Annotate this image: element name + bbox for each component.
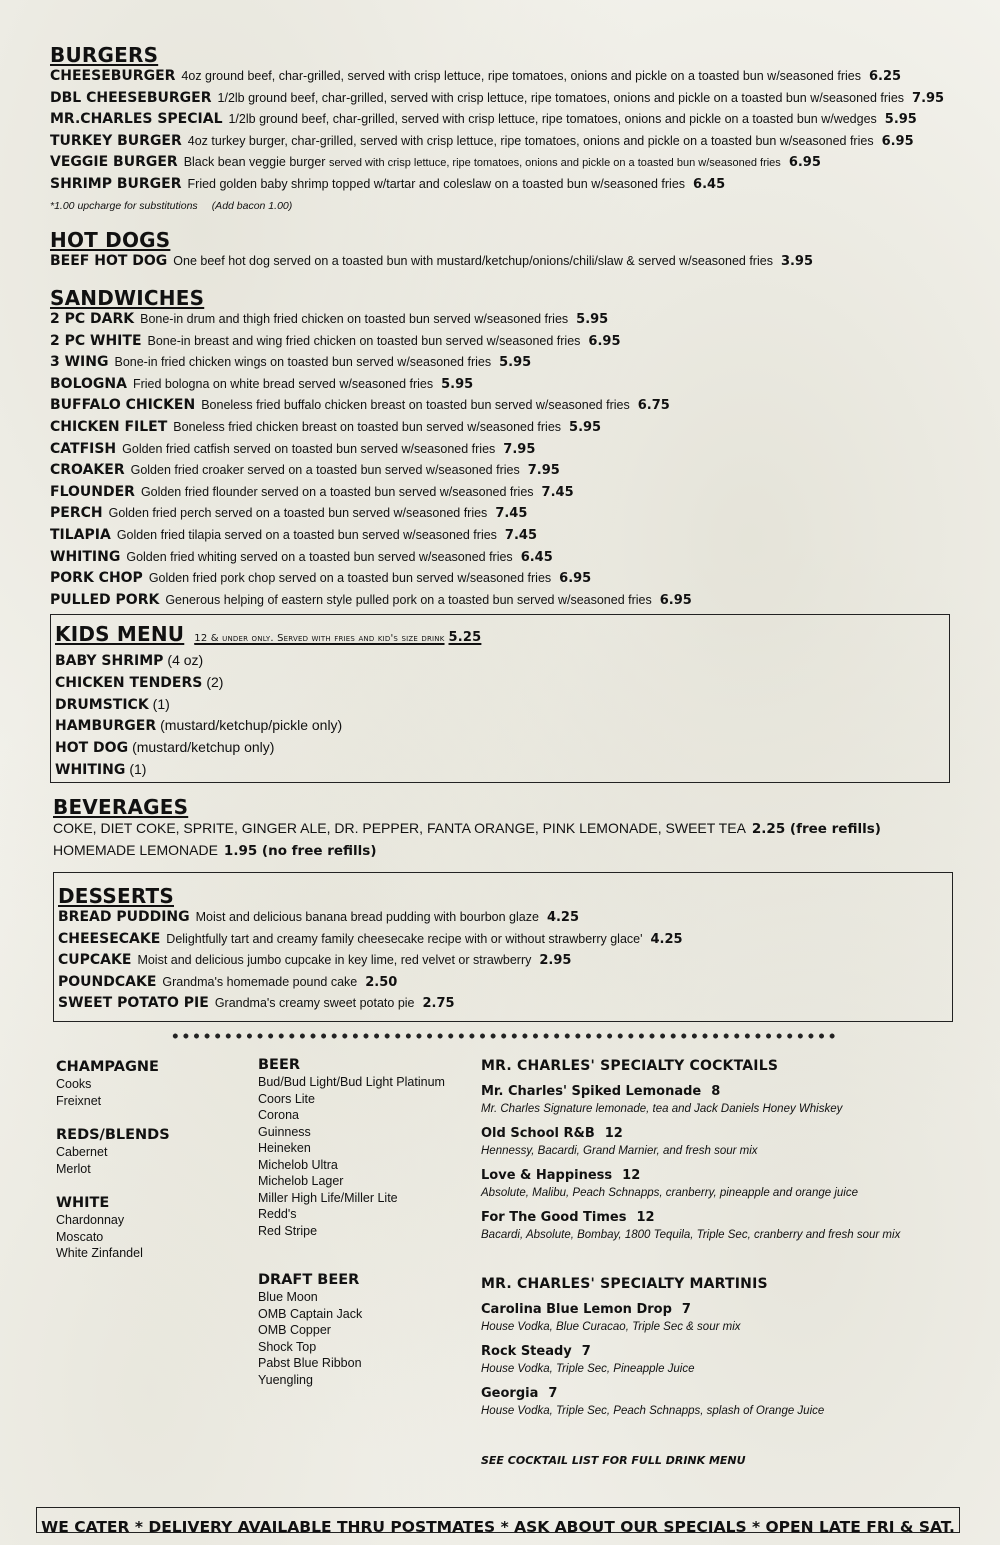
kids-list [55,650,945,781]
drink-price: 12 [636,1210,655,1225]
item-name: CATFISH [50,440,117,457]
item-price: 7.45 [504,527,537,543]
item-description: Bone-in drum and thigh fried chicken on toasted bun served w/seasoned fries [140,312,569,326]
item-price: 6.95 [559,571,592,587]
beverages-title: BEVERAGES [53,795,189,819]
beer-column [258,1056,473,1388]
kids-menu-header [55,623,945,650]
item-price: 7.45 [541,484,574,500]
item-price: 4.25 [650,931,683,947]
item-price: 6.25 [868,69,902,84]
menu-item [50,395,960,417]
item-price: 6.95 [881,133,914,149]
cocktails-list [481,1083,961,1243]
burgers-title: BURGERS [50,43,159,67]
kids-item [55,650,945,672]
drink-name: Old School R&B [481,1126,595,1141]
drink-description: House Vodka, Triple Sec, Peach Schnapps, splash of Orange Juice [481,1405,825,1417]
beer-item: Heineken [258,1141,311,1155]
drink-item [481,1209,961,1243]
item-description: Golden fried perch served on a toasted bun served w/seasoned fries [108,506,488,521]
menu-item [58,972,948,994]
hotdogs-title: HOT DOGS [50,228,171,252]
item-name: CHEESEBURGER [50,68,176,84]
item-name: CHICKEN FILET [50,418,168,435]
beer-item: Miller High Life/Miller Lite [258,1190,398,1205]
beverages-section [53,796,963,862]
item-description: Golden fried flounder served on a toasted bun served w/seasoned fries [140,484,534,499]
drink-description: House Vodka, Blue Curacao, Triple Sec & sour mix [481,1321,741,1333]
kids-item-detail: (mustard/ketchup only) [132,739,275,756]
item-description-detail: served with crisp lettuce, ripe tomatoes, onions and pickle on a toasted bun w/seasoned fries [328,157,781,170]
wine-group-title: WHITE [56,1195,110,1211]
item-name: PULLED PORK [50,591,160,608]
draft-beer-item: Pabst Blue Ribbon [258,1356,362,1370]
wine-group-title: CHAMPAGNE [56,1059,159,1075]
draft-beer-item: Shock Top [258,1339,317,1354]
burgers-list [50,66,960,196]
beverage-text: COKE, DIET COKE, SPRITE, GINGER ALE, DR. PEPPER, FANTA ORANGE, PINK LEMONADE, SWEET TEA [53,820,746,836]
item-price: 2.75 [422,996,455,1012]
menu-item [50,152,960,174]
draft-beer-item: OMB Captain Jack [258,1306,363,1321]
draft-beer-item: Yuengling [258,1372,313,1387]
item-price: 7.95 [527,463,560,479]
item-name: CUPCAKE [58,952,132,969]
drink-item [481,1343,961,1377]
menu-item [50,482,960,504]
desserts-title: DESSERTS [58,884,174,908]
item-name: BOLOGNA [50,375,127,392]
item-description: Golden fried croaker served on a toasted bun served w/seasoned fries [130,463,520,478]
draft-beer-item: OMB Copper [258,1323,331,1337]
item-name: PERCH [50,505,103,522]
kids-item-detail: (4 oz) [167,652,204,668]
beverage-text: HOMEMADE LEMONADE [53,842,218,858]
kids-item-detail: (1) [129,760,147,777]
item-description: Golden fried tilapia served on a toasted bun served w/seasoned fries [116,527,497,542]
kids-menu-title: KIDS MENU [55,622,185,646]
see-cocktail-list-note: SEE COCKTAIL LIST FOR FULL DRINK MENU [481,1454,746,1467]
wine-group-title: REDS/BLENDS [56,1127,170,1143]
martinis-list [481,1301,961,1419]
menu-item [58,907,948,929]
wine-item: Merlot [56,1161,91,1176]
item-price: 5.95 [441,376,474,392]
item-name: POUNDCAKE [58,973,157,990]
burgers-section [50,44,960,212]
item-price: 2.95 [539,953,572,969]
item-price: 7.45 [495,506,528,522]
menu-item [50,417,960,439]
menu-item [50,568,960,590]
drink-price: 12 [604,1126,623,1141]
item-description: Golden fried catfish served on toasted bun served w/seasoned fries [122,441,496,456]
item-price: 7.95 [912,90,945,106]
drink-price: 12 [622,1168,641,1183]
drink-name: Mr. Charles' Spiked Lemonade [481,1084,702,1099]
item-name: PORK CHOP [50,570,143,587]
item-description: Generous helping of eastern style pulled pork on a toasted bun served w/seasoned fries [165,592,652,607]
item-name: FLOUNDER [50,483,135,500]
drink-name: Love & Happiness [481,1168,613,1183]
item-price: 6.45 [693,176,726,192]
item-price: 6.95 [588,333,621,349]
kids-item [55,672,945,694]
drink-name: Rock Steady [481,1344,572,1359]
item-price: 6.45 [520,549,553,565]
wine-group [56,1194,246,1262]
item-description: Delightfully tart and creamy family cheesecake recipe with or without strawberry glace' [166,931,643,946]
item-name: TILAPIA [50,526,111,543]
item-price: 7.95 [503,441,536,457]
item-price: 4.25 [546,910,580,925]
drink-header [481,1083,961,1101]
wine-group [56,1126,246,1177]
kids-menu-price: 5.25 [448,630,482,645]
item-description: Black bean veggie burger [183,155,326,170]
menu-item [50,66,960,88]
drink-name: Carolina Blue Lemon Drop [481,1302,672,1317]
drink-header [481,1167,961,1185]
beer-item: Guinness [258,1124,311,1139]
drink-price: 7 [681,1302,691,1317]
item-price: 6.95 [788,155,821,171]
wine-item: Cooks [56,1077,92,1091]
cocktails-title: MR. CHARLES' SPECIALTY COCKTAILS [481,1058,779,1074]
menu-item [50,460,960,482]
substitution-note: *1.00 upcharge for substitutions [50,199,198,212]
item-description: 1/2lb ground beef, char-grilled, served with crisp lettuce, ripe tomatoes, onions and pickle on a toasted bun w/wedges [228,112,877,127]
footer-text: WE CATER * DELIVERY AVAILABLE THRU POSTMATES * ASK ABOUT OUR SPECIALS * OPEN LATE FRI & SAT. [41,1518,955,1533]
item-description: 4oz ground beef, char-grilled, served with crisp lettuce, ripe tomatoes, onions and pickle on a toasted bun w/seasoned fries [181,69,861,83]
draft-beer-title: DRAFT BEER [258,1272,360,1288]
draft-beer-item: Blue Moon [258,1290,318,1304]
item-price: 2.50 [365,974,398,990]
item-description: Moist and delicious banana bread pudding with bourbon glaze [195,910,539,924]
item-price: 5.95 [576,312,609,327]
item-description: Fried golden baby shrimp topped w/tartar and coleslaw on a toasted bun w/seasoned fries [187,176,686,191]
kids-item-name: HAMBURGER [55,718,157,735]
item-description: Moist and delicious jumbo cupcake in key lime, red velvet or strawberry [137,953,532,968]
item-description: 1/2lb ground beef, char-grilled, served with crisp lettuce, ripe tomatoes, onions and pickle on a toasted bun w/seasoned fries [217,90,905,105]
item-name: SWEET POTATO PIE [58,995,209,1012]
menu-item [50,251,960,273]
drink-description: Bacardi, Absolute, Bombay, 1800 Tequila, Triple Sec, cranberry and fresh sour mix [481,1229,901,1241]
drink-name: For The Good Times [481,1210,627,1225]
drink-price: 7 [548,1386,558,1401]
drink-header [481,1343,961,1361]
menu-item [50,503,960,525]
item-description: Bone-in breast and wing fried chicken on toasted bun served w/seasoned fries [147,333,581,348]
item-name: SHRIMP BURGER [50,175,182,192]
bacon-note: (Add bacon 1.00) [211,199,293,212]
item-description: One beef hot dog served on a toasted bun with mustard/ketchup/onions/chili/slaw & served w/seasoned fries [173,254,773,268]
wine-column [56,1058,246,1279]
drink-header [481,1209,961,1227]
kids-menu-box [50,614,950,783]
item-price: 6.95 [659,592,692,608]
menu-item [50,109,960,131]
desserts-box [53,872,953,1022]
beverage-line [53,840,963,862]
item-name: 3 WING [50,354,109,371]
drink-header [481,1301,961,1319]
item-description: Boneless fried chicken breast on toasted bun served w/seasoned fries [173,419,562,434]
drink-price: 8 [711,1084,721,1099]
kids-item-detail: (2) [206,673,224,690]
hotdogs-list [50,251,960,273]
footer-banner [36,1507,960,1533]
beer-item: Corona [258,1108,299,1122]
kids-item [55,759,945,781]
menu-item [50,331,960,353]
menu-item [50,590,960,612]
kids-item-name: BABY SHRIMP [55,653,164,669]
beer-item: Coors Lite [258,1091,315,1106]
item-price: 6.75 [637,398,670,414]
drink-description: Mr. Charles Signature lemonade, tea and Jack Daniels Honey Whiskey [481,1103,843,1115]
item-name: BUFFALO CHICKEN [50,397,196,414]
sandwiches-section [50,287,960,611]
item-description: Golden fried pork chop served on a toasted bun served w/seasoned fries [148,571,552,586]
item-name: 2 PC DARK [50,311,135,327]
hotdogs-section [50,229,960,273]
item-name: 2 PC WHITE [50,332,142,349]
kids-item-detail: (1) [152,695,170,712]
sandwiches-title: SANDWICHES [50,286,205,310]
beverages-list [53,818,963,862]
item-description: 4oz turkey burger, char-grilled, served with crisp lettuce, ripe tomatoes, onions and pickle on a toasted bun w/seasoned fries [187,133,874,148]
drink-description: Absolute, Malibu, Peach Schnapps, cranberry, pineapple and orange juice [481,1187,858,1199]
item-name: BREAD PUDDING [58,909,190,925]
item-name: VEGGIE BURGER [50,154,178,171]
kids-item-name: HOT DOG [55,740,129,757]
wine-item: Freixnet [56,1093,102,1108]
kids-item-name: WHITING [55,761,126,778]
item-price: 5.95 [569,419,602,435]
item-description: Bone-in fried chicken wings on toasted bun served w/seasoned fries [114,355,492,370]
item-name: CROAKER [50,462,125,479]
drink-item [481,1385,961,1419]
menu-item [50,439,960,461]
menu-item [58,950,948,972]
menu-item [50,88,960,110]
item-description: Grandma's creamy sweet potato pie [214,996,415,1011]
drink-description: House Vodka, Triple Sec, Pineapple Juice [481,1363,695,1375]
menu-item [50,525,960,547]
kids-item-detail: (mustard/ketchup/pickle only) [160,717,343,734]
item-price: 3.95 [780,254,814,269]
wine-item: Cabernet [56,1145,108,1159]
item-name: BEEF HOT DOG [50,253,168,269]
kids-item [55,694,945,716]
sandwiches-list [50,309,960,611]
menu-item [50,131,960,153]
menu-item [58,993,948,1015]
beer-item: Michelob Lager [258,1174,344,1188]
beer-item: Redd's [258,1207,297,1221]
drink-name: Georgia [481,1386,539,1401]
burgers-note [50,200,960,212]
menu-item [50,374,960,396]
item-name: TURKEY BURGER [50,132,182,149]
beverage-line [53,818,963,840]
drink-header [481,1385,961,1403]
drink-item [481,1083,961,1117]
kids-item [55,715,945,737]
item-name: DBL CHEESEBURGER [50,89,212,106]
beer-list [258,1074,473,1239]
menu-item [50,547,960,569]
item-name: WHITING [50,548,121,565]
wine-item: Chardonnay [56,1213,125,1227]
menu-item [50,352,960,374]
drink-description: Hennessy, Bacardi, Grand Marnier, and fresh sour mix [481,1145,758,1157]
drink-item [481,1125,961,1159]
wine-item: White Zinfandel [56,1246,143,1260]
beer-item: Bud/Bud Light/Bud Light Platinum [258,1075,445,1089]
menu-item [50,309,960,331]
beverage-price: 1.95 (no free refills) [223,843,377,859]
item-description: Boneless fried buffalo chicken breast on toasted bun served w/seasoned fries [201,398,630,413]
item-name: MR.CHARLES SPECIAL [50,111,223,128]
kids-item [55,737,945,759]
kids-item-name: DRUMSTICK [55,696,149,713]
item-price: 5.95 [884,112,917,128]
item-price: 5.95 [499,355,532,371]
beer-item: Red Stripe [258,1223,318,1238]
wine-item: Moscato [56,1229,104,1244]
beverage-price: 2.25 (free refills) [751,821,881,837]
item-name: CHEESECAKE [58,930,161,947]
menu-item [50,174,960,196]
menu-item [58,929,948,951]
item-description: Grandma's homemade pound cake [162,974,358,989]
cocktails-column [481,1057,961,1470]
kids-item-name: CHICKEN TENDERS [55,674,203,691]
drink-header [481,1125,961,1143]
dotted-divider [170,1030,840,1042]
kids-menu-subtitle: 12 & under only. Served with fries and kid's size drink [194,633,445,644]
beer-title: BEER [258,1057,301,1073]
drink-item [481,1167,961,1201]
drink-item [481,1301,961,1335]
desserts-list [58,907,948,1015]
draft-beer-list [258,1289,473,1388]
martinis-title: MR. CHARLES' SPECIALTY MARTINIS [481,1276,768,1292]
item-description: Fried bologna on white bread served w/seasoned fries [132,376,434,391]
drink-price: 7 [581,1344,591,1359]
wine-group [56,1058,246,1109]
beer-item: Michelob Ultra [258,1157,338,1172]
item-description: Golden fried whiting served on a toasted bun served w/seasoned fries [126,549,513,564]
